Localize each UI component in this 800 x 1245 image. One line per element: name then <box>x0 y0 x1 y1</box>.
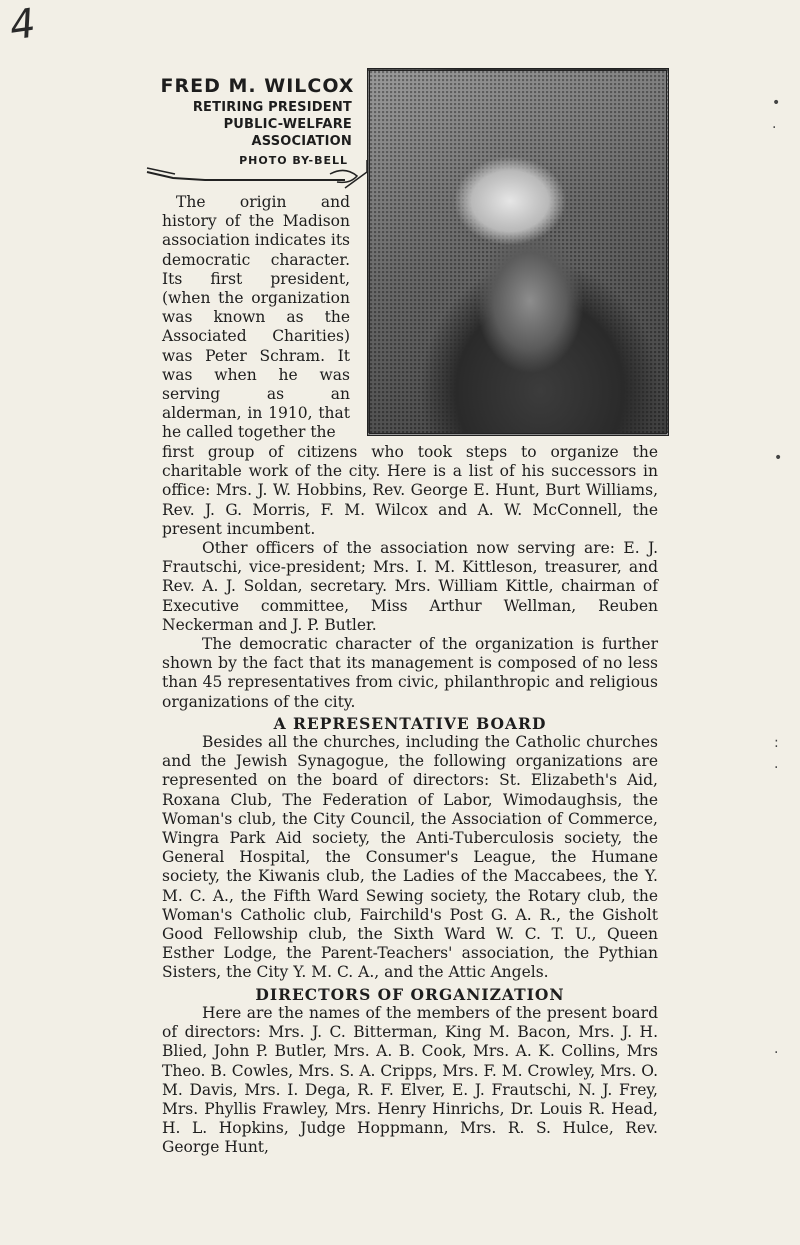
margin-mark: · <box>772 120 777 136</box>
heading-directors: DIRECTORS OF ORGANIZATION <box>255 984 565 1004</box>
margin-mark: • <box>772 95 781 111</box>
margin-mark: · <box>774 1045 779 1061</box>
page-number: 4 <box>6 0 39 50</box>
organizations-paragraph: Besides all the churches, including the Catholic churches and the Jewish Synagogue, the following organizations are represented on the board of directors: St. Elizabeth's Aid, Roxana Club, The Federation of Labor, Wimodaughsis, the Woman's club, the City Council, the Association of Commerce, Wingra Park Aid society, the Anti-Tuberculosis society, the General Hospital, the Consumer's League, the Humane society, the Kiwanis club, the Ladies of the Maccabees, the Y. M. C. A., the Fifth Ward Sewing society, the Rotary club, the Woman's Catholic club, Fairchild's Post G. A. R., the Gisholt Good Fellowship club, the Sixth Ward W. C. T. U., Queen Esther Lodge, the Parent-Teachers' association, the Pythian Sisters, the City Y. M. C. A., and the Attic Angels. <box>162 733 658 982</box>
margin-mark: • <box>774 450 783 466</box>
photo-caption <box>145 75 370 167</box>
democratic-paragraph: The democratic character of the organization is further shown by the fact that its management is composed of no less than 45 representatives from civic, philanthropic and religious organizations of the city. <box>162 635 658 711</box>
portrait-photo <box>367 68 669 436</box>
photo-credit: PHOTO BY-BELL <box>239 154 348 167</box>
intro-narrow-column <box>162 193 350 443</box>
margin-mark: : <box>774 735 779 751</box>
officers-paragraph: Other officers of the association now serving are: E. J. Frautschi, vice-president; Mrs. I. M. Kittleson, treasurer, and Rev. A. J. Soldan, secretary. Mrs. William Kittle, chairman of Executive committee, Miss Arthur Wellman, Reuben Neckerman and J. P. Butler. <box>162 539 658 634</box>
intro-paragraph-part2: first group of citizens who took steps to organize the charitable work of the city. Here is a list of his successors in office: Mrs. J. W. Hobbins, Rev. George E. Hunt, Burt Williams, Rev. J. G. Morris, F. M. Wilcox and A. W. McConnell, the present incumbent. <box>162 443 658 538</box>
heading-representative-board: A REPRESENTATIVE BOARD <box>273 713 547 733</box>
directors-paragraph: Here are the names of the members of the present board of directors: Mrs. J. C. Bitterman, King M. Bacon, Mrs. J. H. Blied, John P. Butler, Mrs. A. B. Cook, Mrs. A. K. Collins, Mrs Theo. B. Cowles, Mrs. S. A. Cripps, Mrs. F. M. Crowley, Mrs. O. M. Davis, Mrs. I. Dega, R. F. Elver, E. J. Frautschi, N. J. Frey, Mrs. Phyllis Frawley, Mrs. Henry Hinrichs, Dr. Louis R. Head, H. L. Hopkins, Judge Hoppmann, Mrs. R. S. Hulce, Rev. George Hunt, <box>162 1003 658 1157</box>
caption-name: FRED M. WILCOX <box>160 75 355 97</box>
intro-paragraph-part1: The origin and history of the Madison association indicates its democratic character. Its first president, (when the organization was known as the Associated Charities) was Peter Schram. It was when he was serving as an alderman, in 1910, that he called together the <box>162 193 350 442</box>
caption-organization: PUBLIC-WELFARE ASSOCIATION <box>223 117 352 149</box>
caption-title: RETIRING PRESIDENT <box>192 100 352 115</box>
caption-flourish <box>145 160 370 190</box>
article-body <box>162 443 658 1158</box>
margin-mark: · <box>774 760 779 776</box>
